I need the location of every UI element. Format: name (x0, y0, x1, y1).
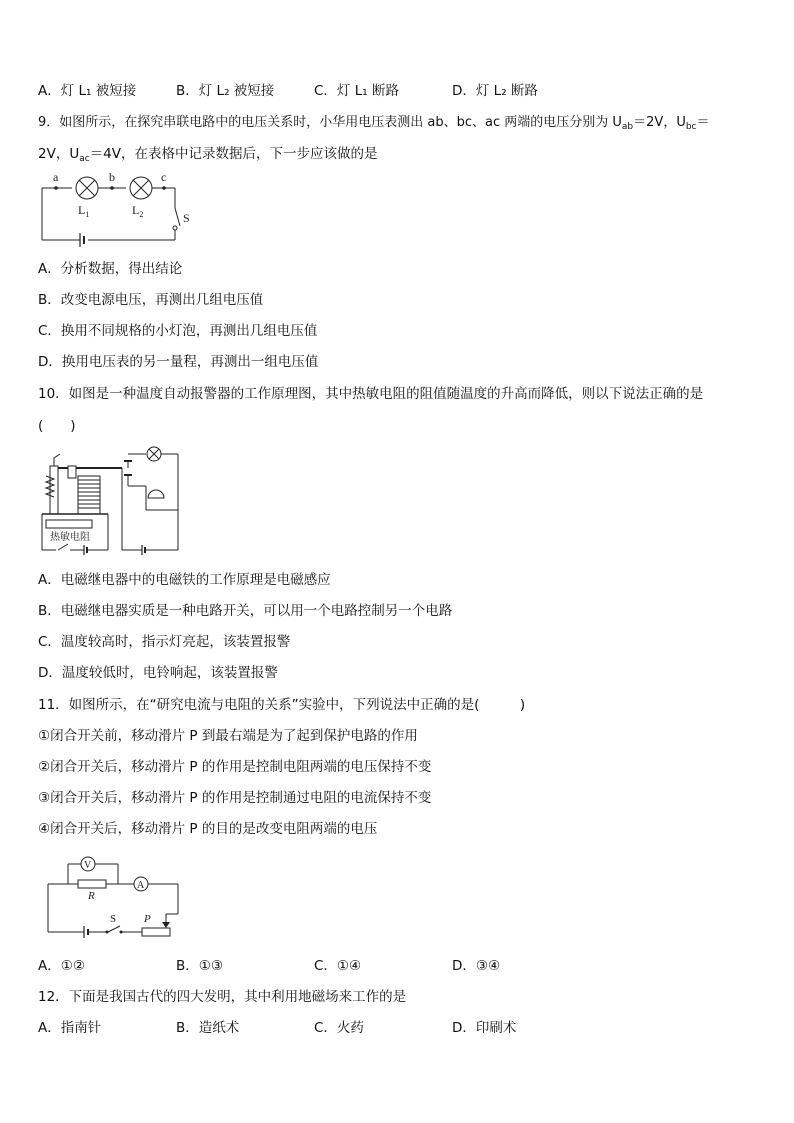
q9-stem-line2: 2V，$U_{ac}=4V$，在表格中记录数据后，下一步应该做的是 (38, 146, 378, 164)
resistor-label: R (88, 890, 95, 902)
control-switch (58, 544, 68, 550)
slider-label: P (144, 913, 151, 925)
q11-option-c: C．①④ (314, 958, 362, 974)
switch-label: S (110, 913, 117, 925)
q9-label-l2: $L_2$ (132, 203, 144, 219)
q10-option-d: D．温度较低时，电铃响起，该装置报警 (38, 665, 278, 681)
q9-option-c: C．换用不同规格的小灯泡，再测出几组电压值 (38, 323, 318, 339)
q11-item-4: ④闭合开关后，移动滑片 P 的目的是改变电阻两端的电压 (38, 821, 378, 837)
q8-option-c: C．灯 L₁ 断路 (314, 83, 399, 99)
q12-stem: 12．下面是我国古代的四大发明，其中利用地磁场来工作的是 (38, 989, 407, 1005)
q10-alarm-diagram (38, 446, 183, 556)
q10-stem-line2: ( ) (38, 418, 76, 434)
q9-label-l1: $L_1$ (78, 203, 90, 219)
ammeter-label: A (137, 880, 145, 891)
q11-circuit-diagram (38, 852, 188, 942)
voltmeter-label: V (84, 860, 92, 871)
q10-option-a: A．电磁继电器中的电磁铁的工作原理是电磁感应 (38, 572, 331, 588)
rheostat (142, 928, 170, 936)
q12-option-c: C．火药 (314, 1020, 364, 1036)
q9-circuit-diagram (38, 170, 198, 252)
q11-item-3: ③闭合开关后，移动滑片 P 的作用是控制通过电阻的电流保持不变 (38, 790, 432, 806)
q10-option-c: C．温度较高时，指示灯亮起，该装置报警 (38, 634, 291, 650)
q10-stem-line1: 10．如图是一种温度自动报警器的工作原理图，其中热敏电阻的阻值随温度的升高而降低，则以下说法正确的是 (38, 386, 704, 402)
q9-label-s: S (183, 211, 190, 225)
q8-option-a: A．灯 L₁ 被短接 (38, 83, 137, 99)
thermistor-label: 热敏电阻 (50, 532, 90, 543)
q9-label-b: b (109, 170, 115, 184)
q9-option-b: B．改变电源电压，再测出几组电压值 (38, 292, 264, 308)
q10-option-b: B．电磁继电器实质是一种电路开关，可以用一个电路控制另一个电路 (38, 603, 453, 619)
q11-option-a: A．①② (38, 958, 85, 974)
q8-option-b: B．灯 L₂ 被短接 (176, 83, 275, 99)
q11-stem: 11．如图所示，在“研究电流与电阻的关系”实验中，下列说法中正确的是( ) (38, 697, 526, 713)
resistor-r (78, 880, 106, 888)
switch-s (175, 208, 180, 226)
alarm-bell (148, 490, 164, 498)
q9-label-a: a (53, 170, 59, 184)
q11-option-d: D．③④ (452, 958, 501, 974)
q12-option-a: A．指南针 (38, 1020, 102, 1036)
q9-stem-line1: 9．如图所示，在探究串联电路中的电压关系时，小华用电压表测出 ab、bc、ac 两端的电压分别为 $U_{ab}=2V$，$U_{bc}=$ (38, 115, 710, 132)
q11-item-2: ②闭合开关后，移动滑片 P 的作用是控制电阻两端的电压保持不变 (38, 759, 432, 775)
q12-option-d: D．印刷术 (452, 1020, 517, 1036)
switch-s (108, 926, 120, 932)
q12-option-b: B．造纸术 (176, 1020, 240, 1036)
q9-option-a: A．分析数据，得出结论 (38, 261, 183, 277)
q8-option-d: D．灯 L₂ 断路 (452, 83, 538, 99)
q11-item-1: ①闭合开关前，移动滑片 P 到最右端是为了起到保护电路的作用 (38, 728, 418, 744)
q9-label-c: c (161, 170, 167, 184)
q9-option-d: D．换用电压表的另一量程，再测出一组电压值 (38, 354, 319, 370)
q11-option-b: B．①③ (176, 958, 223, 974)
